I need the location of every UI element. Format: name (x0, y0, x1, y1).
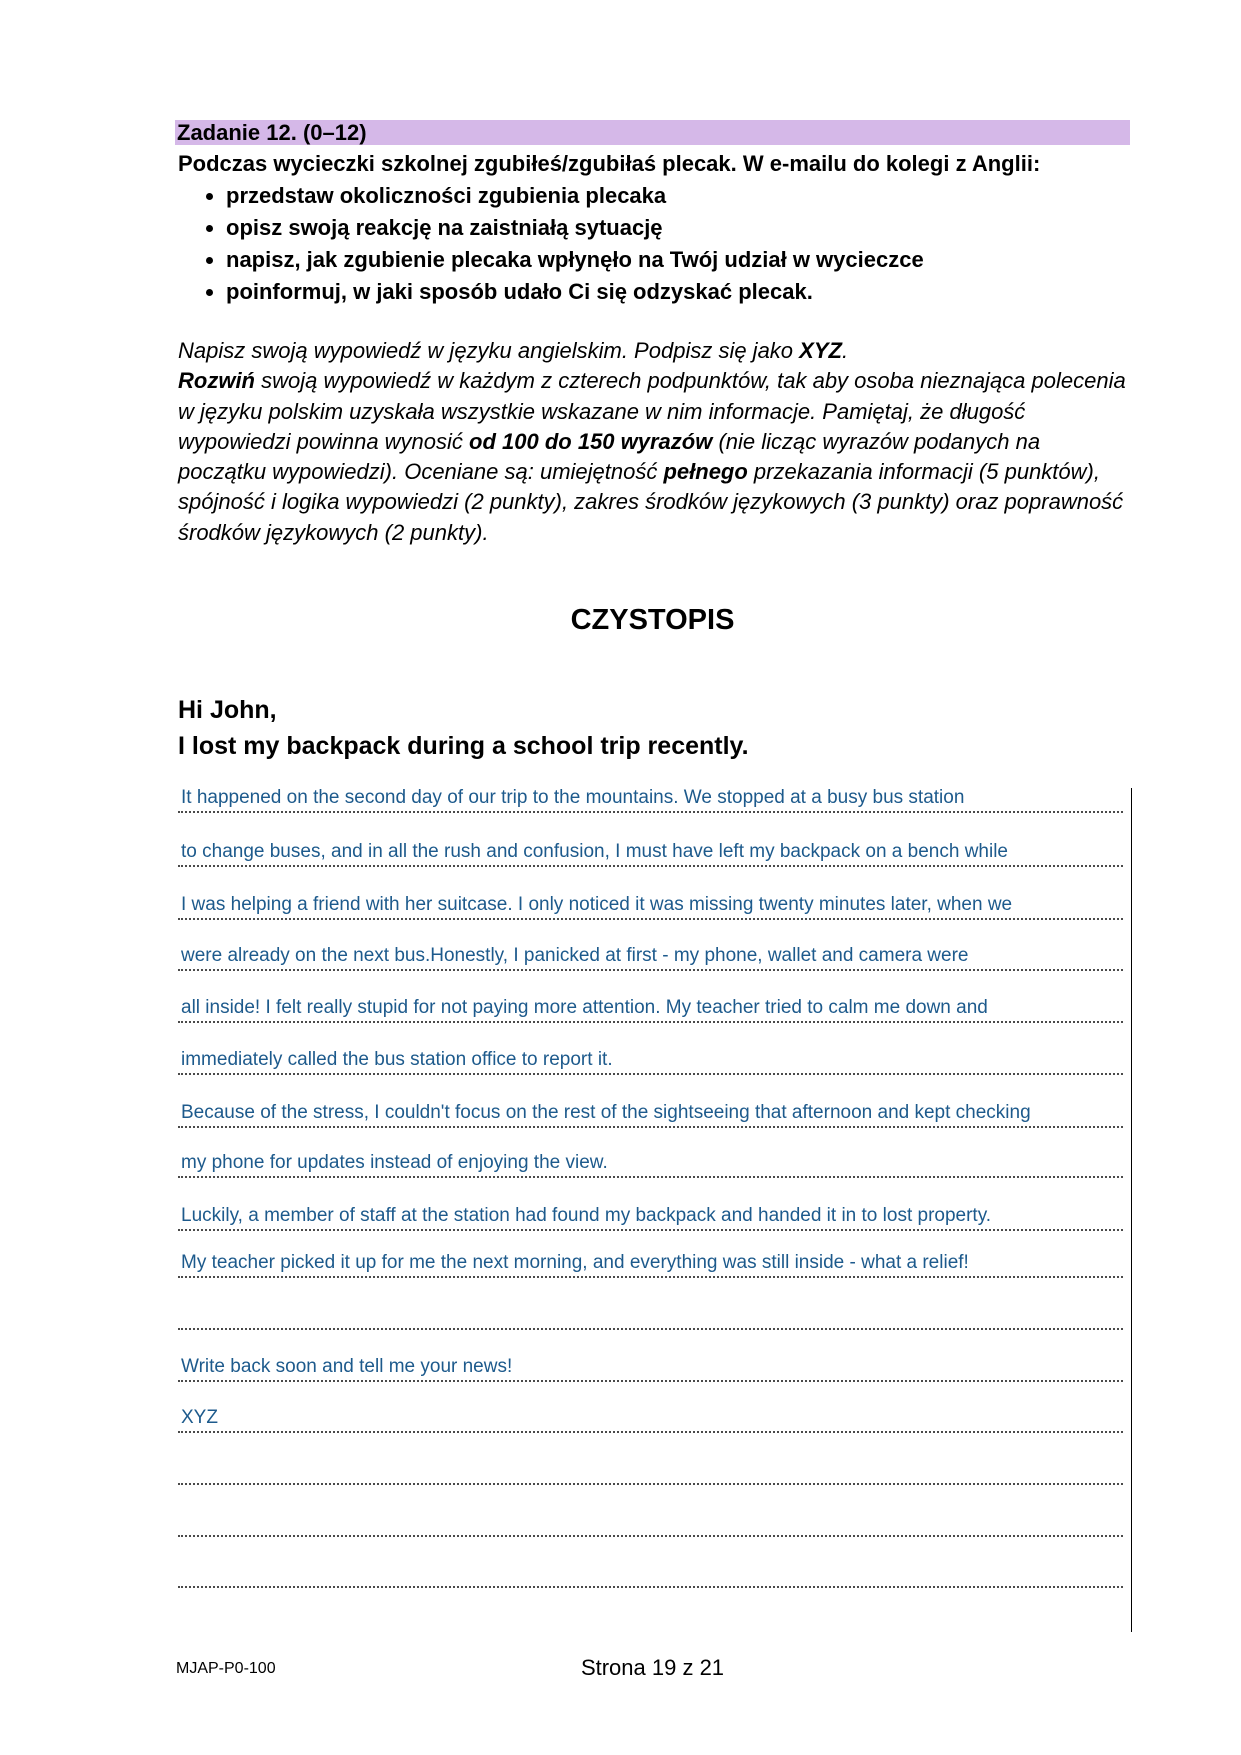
writing-line[interactable] (178, 1148, 1123, 1178)
handwritten-text: all inside! I felt really stupid for not paying more attention. My teacher tried to calm me down and (181, 997, 988, 1018)
task-intro: Podczas wycieczki szkolnej zgubiłeś/zgubiłaś plecak. W e-mailu do kolegi z Anglii: (178, 151, 1041, 176)
writing-line[interactable] (178, 1098, 1123, 1128)
handwritten-text: It happened on the second day of our trip to the mountains. We stopped at a busy bus station (181, 787, 965, 808)
writing-line[interactable] (178, 1201, 1123, 1231)
writing-line[interactable] (178, 1403, 1123, 1433)
task-bullet: przedstaw okoliczności zgubienia plecaka (178, 180, 924, 212)
handwritten-text: were already on the next bus.Honestly, I panicked at first - my phone, wallet and camera were (181, 945, 969, 966)
writing-line[interactable] (178, 1558, 1123, 1588)
handwritten-text: My teacher picked it up for me the next morning, and everything was still inside - what a relief! (181, 1252, 969, 1273)
task-header: Zadanie 12. (0–12) (175, 120, 1130, 145)
writing-line[interactable] (178, 1045, 1123, 1075)
writing-line[interactable] (178, 1248, 1123, 1278)
page-number: Strona 19 z 21 (580, 1655, 725, 1680)
writing-line[interactable] (178, 941, 1123, 971)
writing-line[interactable] (178, 1507, 1123, 1537)
writing-line[interactable] (178, 837, 1123, 867)
task-bullet: poinformuj, w jaki sposób udało Ci się odzyskać plecak. (178, 276, 924, 308)
exam-code: MJAP-P0-100 (176, 1660, 276, 1677)
writing-line[interactable] (178, 1455, 1123, 1485)
margin-line (1131, 788, 1132, 1632)
handwritten-text: I was helping a friend with her suitcase. I only noticed it was missing twenty minutes later, when we (181, 894, 1013, 915)
handwritten-text: Luckily, a member of staff at the station had found my backpack and handed it in to lost property. (181, 1205, 992, 1226)
letter-opening: I lost my backpack during a school trip recently. (178, 732, 749, 760)
writing-line[interactable] (178, 993, 1123, 1023)
task-bullet: opisz swoją reakcję na zaistniałą sytuację (178, 212, 924, 244)
instruction-details: Rozwiń swoją wypowiedź w każdym z czterech podpunktów, tak aby osoba nieznająca polecenia w języku polskim uzyskała wszystkie wskazane w nim informacje. Pamiętaj, że długość wypowiedzi powinna wynosić od 100 do 150 wyrazów (nie licząc wyrazów podanych na początku wypowiedzi). Oceniane są: umiejętność pełnego przekazania informacji (5 punktów), spójność i logika wypowiedzi (2 punkty), zakres środków językowych (3 punkty) oraz poprawność środków językowych (2 punkty). (178, 368, 1126, 545)
handwritten-text: XYZ (181, 1407, 218, 1428)
handwritten-text: Write back soon and tell me your news! (181, 1356, 513, 1377)
handwritten-text: immediately called the bus station office to report it. (181, 1049, 613, 1070)
handwritten-text: my phone for updates instead of enjoying the view. (181, 1152, 608, 1173)
writing-line[interactable] (178, 1300, 1123, 1330)
instruction-signature: Napisz swoją wypowiedź w języku angielskim. Podpisz się jako XYZ. (178, 338, 849, 363)
writing-line[interactable] (178, 783, 1123, 813)
task-instructions (178, 336, 1128, 548)
section-title: CZYSTOPIS (570, 604, 735, 636)
writing-line[interactable] (178, 890, 1123, 920)
writing-line[interactable] (178, 1352, 1123, 1382)
task-bullet-list (178, 180, 924, 308)
task-bullet: napisz, jak zgubienie plecaka wpłynęło na Twój udział w wycieczce (178, 244, 924, 276)
letter-greeting: Hi John, (178, 696, 277, 724)
signature-code: XYZ (799, 338, 842, 363)
handwritten-text: to change buses, and in all the rush and confusion, I must have left my backpack on a bench while (181, 841, 1009, 862)
handwritten-text: Because of the stress, I couldn't focus on the rest of the sightseeing that afternoon and kept checking (181, 1102, 1031, 1123)
